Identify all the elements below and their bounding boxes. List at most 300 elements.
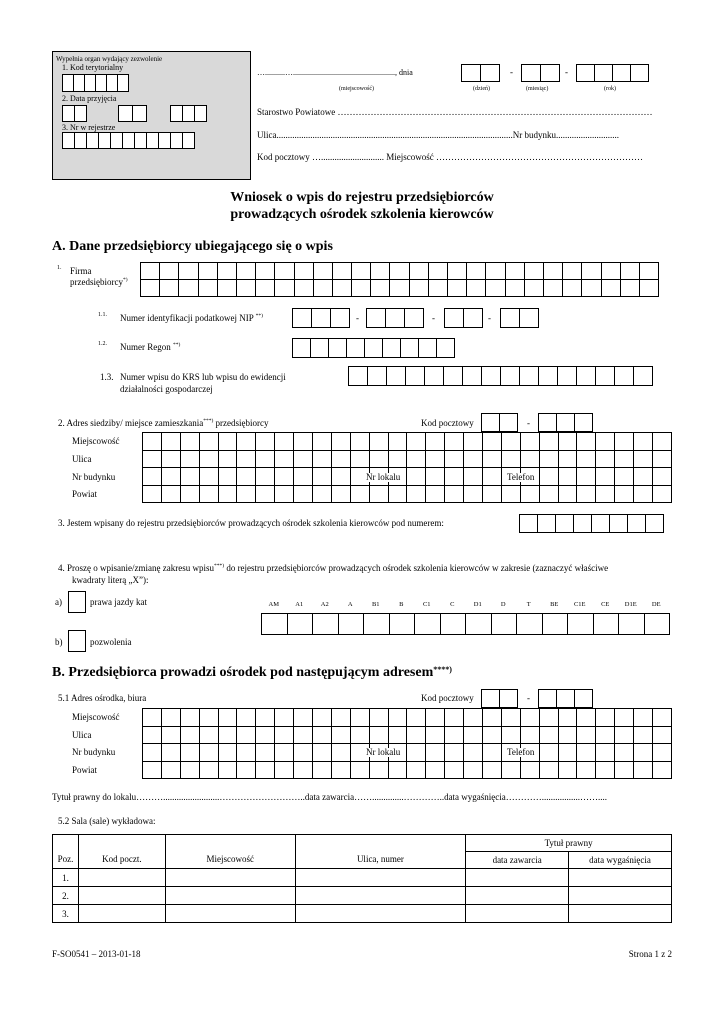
address-cell[interactable] [407, 761, 426, 779]
address-cell[interactable] [218, 726, 237, 744]
address-cell[interactable] [350, 709, 369, 727]
postal-city-field[interactable]: Kod pocztowy …............................ Miejscowość …………………………………………………………… [257, 152, 643, 162]
address-cell[interactable] [539, 726, 558, 744]
address-cell[interactable] [218, 433, 237, 451]
address-cell[interactable] [615, 433, 634, 451]
address-cell[interactable] [577, 761, 596, 779]
address-cell[interactable] [218, 485, 237, 503]
address-cell[interactable] [313, 468, 332, 486]
address-cell[interactable] [199, 468, 218, 486]
category-checkbox[interactable] [414, 613, 441, 635]
license-category-checkbox[interactable] [68, 591, 86, 613]
address-cell[interactable] [331, 761, 350, 779]
address-cell[interactable] [199, 709, 218, 727]
firm-name-cell[interactable] [275, 280, 294, 297]
address-cell[interactable] [256, 761, 275, 779]
address-cell[interactable] [275, 709, 294, 727]
address-cell[interactable] [331, 744, 350, 762]
firm-name-cell[interactable] [160, 263, 179, 280]
category-checkbox[interactable] [389, 613, 416, 635]
address-cell[interactable] [558, 709, 577, 727]
address-cell[interactable] [483, 433, 502, 451]
address-cell[interactable] [558, 468, 577, 486]
address-cell[interactable] [653, 761, 672, 779]
address-cell[interactable] [426, 468, 445, 486]
address-cell[interactable] [426, 761, 445, 779]
address-cell[interactable] [426, 744, 445, 762]
address-cell[interactable] [218, 468, 237, 486]
address-cell[interactable] [275, 726, 294, 744]
address-cell[interactable] [558, 761, 577, 779]
address-cell[interactable] [426, 726, 445, 744]
address-cell[interactable] [464, 468, 483, 486]
address-cell[interactable] [577, 726, 596, 744]
address-cell[interactable] [199, 485, 218, 503]
category-checkbox[interactable] [516, 613, 543, 635]
address-cell[interactable] [180, 450, 199, 468]
firm-name-cell[interactable] [294, 263, 313, 280]
address-cell[interactable] [199, 450, 218, 468]
category-checkbox[interactable] [363, 613, 390, 635]
address-cell[interactable] [237, 450, 256, 468]
month-cells[interactable] [521, 64, 560, 82]
address-cell[interactable] [539, 433, 558, 451]
address-cell[interactable] [634, 485, 653, 503]
address-cell[interactable] [331, 433, 350, 451]
table-row[interactable] [53, 887, 672, 905]
category-cells[interactable] [261, 613, 670, 635]
regon-cells[interactable] [292, 338, 455, 358]
street-field[interactable]: Ulica.........................................................................................................Nr budynku............................ [257, 130, 619, 140]
firm-name-cell[interactable] [524, 263, 543, 280]
address-cell[interactable] [596, 468, 615, 486]
category-checkbox[interactable] [644, 613, 671, 635]
firm-name-cell[interactable] [390, 280, 409, 297]
address-cell[interactable] [464, 709, 483, 727]
territorial-code-cells[interactable] [62, 74, 129, 92]
address-cell[interactable] [596, 433, 615, 451]
address-cell[interactable] [520, 450, 539, 468]
address-cell[interactable] [407, 709, 426, 727]
address-cell[interactable] [180, 761, 199, 779]
address-cell[interactable] [596, 450, 615, 468]
firm-name-cell[interactable] [198, 280, 217, 297]
address-cell[interactable] [407, 468, 426, 486]
address-cell[interactable] [161, 468, 180, 486]
address-b-grid[interactable] [142, 708, 672, 779]
firm-name-cell[interactable] [428, 280, 447, 297]
address-cell[interactable] [445, 726, 464, 744]
address-cell[interactable] [520, 761, 539, 779]
nip-cells-4[interactable] [500, 308, 539, 328]
address-cell[interactable] [464, 433, 483, 451]
firm-name-cell[interactable] [582, 280, 601, 297]
firm-name-cell[interactable] [141, 280, 160, 297]
address-cell[interactable] [407, 744, 426, 762]
firm-name-cell[interactable] [332, 280, 351, 297]
address-cell[interactable] [558, 450, 577, 468]
intake-date-month-cells[interactable] [118, 105, 147, 122]
firm-name-cell[interactable] [409, 263, 428, 280]
address-cell[interactable] [237, 433, 256, 451]
address-cell[interactable] [520, 726, 539, 744]
address-cell[interactable] [501, 709, 520, 727]
address-cell[interactable] [539, 468, 558, 486]
address-cell[interactable] [218, 450, 237, 468]
address-cell[interactable] [483, 450, 502, 468]
address-cell[interactable] [237, 726, 256, 744]
address-a-grid[interactable] [142, 432, 672, 503]
firm-name-cell[interactable] [563, 263, 582, 280]
address-cell[interactable] [275, 433, 294, 451]
category-checkbox[interactable] [440, 613, 467, 635]
address-cell[interactable] [294, 468, 313, 486]
address-cell[interactable] [388, 433, 407, 451]
nip-cells-1[interactable] [292, 308, 350, 328]
address-cell[interactable] [180, 485, 199, 503]
address-cell[interactable] [615, 485, 634, 503]
address-cell[interactable] [331, 485, 350, 503]
address-cell[interactable] [331, 450, 350, 468]
address-cell[interactable] [615, 709, 634, 727]
address-cell[interactable] [161, 450, 180, 468]
address-cell[interactable] [256, 433, 275, 451]
address-cell[interactable] [483, 485, 502, 503]
postal-code-a-cells-2[interactable] [538, 413, 593, 432]
address-cell[interactable] [350, 450, 369, 468]
address-cell[interactable] [143, 744, 162, 762]
address-cell[interactable] [634, 450, 653, 468]
category-checkbox[interactable] [465, 613, 492, 635]
firm-name-cell[interactable] [524, 280, 543, 297]
address-cell[interactable] [294, 450, 313, 468]
address-cell[interactable] [350, 485, 369, 503]
address-cell[interactable] [653, 726, 672, 744]
firm-name-cell[interactable] [198, 263, 217, 280]
address-cell[interactable] [161, 726, 180, 744]
firm-name-grid[interactable] [140, 262, 659, 297]
firm-name-cell[interactable] [141, 263, 160, 280]
address-cell[interactable] [501, 761, 520, 779]
address-cell[interactable] [369, 761, 388, 779]
address-cell[interactable] [653, 744, 672, 762]
address-cell[interactable] [615, 450, 634, 468]
firm-name-cell[interactable] [601, 263, 620, 280]
address-cell[interactable] [237, 761, 256, 779]
intake-date-day-cells[interactable] [62, 105, 87, 122]
address-cell[interactable] [615, 761, 634, 779]
legal-title-line[interactable]: Tytuł prawny do lokalu……….........................………………………..data zawarcia……..............…………..data wygaśnięcia………….................…….... [52, 792, 608, 802]
address-cell[interactable] [180, 468, 199, 486]
address-cell[interactable] [313, 761, 332, 779]
category-checkbox[interactable] [593, 613, 620, 635]
firm-name-cell[interactable] [601, 280, 620, 297]
postal-code-b-cells-1[interactable] [481, 689, 518, 708]
firm-name-cell[interactable] [179, 280, 198, 297]
address-cell[interactable] [634, 709, 653, 727]
address-cell[interactable] [237, 468, 256, 486]
address-cell[interactable] [520, 485, 539, 503]
address-cell[interactable] [653, 468, 672, 486]
firm-name-cell[interactable] [409, 280, 428, 297]
address-cell[interactable] [615, 726, 634, 744]
address-cell[interactable] [256, 709, 275, 727]
address-cell[interactable] [180, 726, 199, 744]
firm-name-cell[interactable] [294, 280, 313, 297]
address-cell[interactable] [161, 433, 180, 451]
firm-name-cell[interactable] [505, 280, 524, 297]
postal-code-b-cells-2[interactable] [538, 689, 593, 708]
address-cell[interactable] [426, 709, 445, 727]
firm-name-cell[interactable] [332, 263, 351, 280]
address-cell[interactable] [218, 709, 237, 727]
category-checkbox[interactable] [618, 613, 645, 635]
register-number-cells[interactable] [62, 132, 195, 149]
firm-name-cell[interactable] [582, 263, 601, 280]
firm-name-cell[interactable] [313, 280, 332, 297]
address-cell[interactable] [653, 433, 672, 451]
address-cell[interactable] [313, 485, 332, 503]
firm-name-cell[interactable] [620, 280, 639, 297]
registry-number-cells[interactable] [519, 514, 664, 533]
address-cell[interactable] [256, 485, 275, 503]
address-cell[interactable] [615, 468, 634, 486]
address-cell[interactable] [388, 485, 407, 503]
address-cell[interactable] [407, 726, 426, 744]
address-cell[interactable] [275, 485, 294, 503]
address-cell[interactable] [199, 761, 218, 779]
address-cell[interactable] [180, 744, 199, 762]
firm-name-cell[interactable] [256, 263, 275, 280]
address-cell[interactable] [237, 709, 256, 727]
address-cell[interactable] [350, 761, 369, 779]
intake-date-year-cells[interactable] [170, 105, 207, 122]
address-cell[interactable] [369, 485, 388, 503]
address-cell[interactable] [218, 761, 237, 779]
address-cell[interactable] [275, 450, 294, 468]
address-cell[interactable] [520, 709, 539, 727]
firm-name-cell[interactable] [428, 263, 447, 280]
address-cell[interactable] [634, 761, 653, 779]
address-cell[interactable] [294, 744, 313, 762]
address-cell[interactable] [256, 450, 275, 468]
address-cell[interactable] [294, 726, 313, 744]
firm-name-cell[interactable] [236, 280, 255, 297]
address-cell[interactable] [558, 485, 577, 503]
address-cell[interactable] [294, 761, 313, 779]
address-cell[interactable] [445, 433, 464, 451]
category-checkbox[interactable] [567, 613, 594, 635]
firm-name-cell[interactable] [160, 280, 179, 297]
category-checkbox[interactable] [261, 613, 288, 635]
firm-name-cell[interactable] [543, 263, 562, 280]
address-cell[interactable] [407, 450, 426, 468]
address-cell[interactable] [426, 485, 445, 503]
address-cell[interactable] [558, 433, 577, 451]
address-cell[interactable] [539, 485, 558, 503]
address-cell[interactable] [313, 450, 332, 468]
address-cell[interactable] [634, 726, 653, 744]
category-checkbox[interactable] [287, 613, 314, 635]
address-cell[interactable] [369, 709, 388, 727]
day-cells[interactable] [461, 64, 500, 82]
place-field[interactable]: …..........…..................................................., dnia [257, 68, 413, 77]
address-cell[interactable] [161, 744, 180, 762]
address-cell[interactable] [464, 450, 483, 468]
address-cell[interactable] [634, 468, 653, 486]
address-cell[interactable] [294, 433, 313, 451]
address-cell[interactable] [577, 709, 596, 727]
address-cell[interactable] [388, 726, 407, 744]
firm-name-cell[interactable] [639, 280, 658, 297]
category-checkbox[interactable] [491, 613, 518, 635]
address-cell[interactable] [445, 468, 464, 486]
firm-name-cell[interactable] [448, 280, 467, 297]
address-cell[interactable] [501, 485, 520, 503]
category-checkbox[interactable] [338, 613, 365, 635]
nip-cells-3[interactable] [444, 308, 483, 328]
address-cell[interactable] [539, 744, 558, 762]
address-cell[interactable] [558, 726, 577, 744]
address-cell[interactable] [445, 450, 464, 468]
address-cell[interactable] [539, 450, 558, 468]
address-cell[interactable] [199, 726, 218, 744]
address-cell[interactable] [501, 433, 520, 451]
address-cell[interactable] [199, 744, 218, 762]
address-cell[interactable] [369, 450, 388, 468]
address-cell[interactable] [161, 709, 180, 727]
address-cell[interactable] [313, 433, 332, 451]
address-cell[interactable] [653, 709, 672, 727]
address-cell[interactable] [237, 485, 256, 503]
table-row[interactable] [53, 869, 672, 887]
nip-cells-2[interactable] [366, 308, 424, 328]
firm-name-cell[interactable] [352, 263, 371, 280]
starostwo-field[interactable]: Starostwo Powiatowe …………………………………………………………………………………………… [257, 107, 653, 117]
address-cell[interactable] [596, 726, 615, 744]
address-cell[interactable] [350, 433, 369, 451]
firm-name-cell[interactable] [563, 280, 582, 297]
address-cell[interactable] [256, 744, 275, 762]
krs-cells[interactable] [348, 366, 653, 386]
address-cell[interactable] [483, 468, 502, 486]
firm-name-cell[interactable] [371, 263, 390, 280]
address-cell[interactable] [256, 726, 275, 744]
address-cell[interactable] [143, 709, 162, 727]
address-cell[interactable] [577, 450, 596, 468]
firm-name-cell[interactable] [448, 263, 467, 280]
firm-name-cell[interactable] [371, 280, 390, 297]
address-cell[interactable] [369, 726, 388, 744]
address-cell[interactable] [237, 744, 256, 762]
address-cell[interactable] [143, 468, 162, 486]
address-cell[interactable] [653, 485, 672, 503]
address-cell[interactable] [426, 450, 445, 468]
address-cell[interactable] [407, 485, 426, 503]
address-cell[interactable] [143, 450, 162, 468]
address-cell[interactable] [180, 433, 199, 451]
address-cell[interactable] [501, 450, 520, 468]
firm-name-cell[interactable] [256, 280, 275, 297]
address-cell[interactable] [143, 433, 162, 451]
address-cell[interactable] [483, 761, 502, 779]
table-row[interactable] [53, 905, 672, 923]
address-cell[interactable] [464, 761, 483, 779]
firm-name-cell[interactable] [275, 263, 294, 280]
address-cell[interactable] [369, 433, 388, 451]
address-cell[interactable] [615, 744, 634, 762]
firm-name-cell[interactable] [390, 263, 409, 280]
address-cell[interactable] [445, 709, 464, 727]
firm-name-cell[interactable] [217, 280, 236, 297]
address-cell[interactable] [388, 709, 407, 727]
address-cell[interactable] [407, 433, 426, 451]
address-cell[interactable] [577, 744, 596, 762]
address-cell[interactable] [596, 485, 615, 503]
address-cell[interactable] [577, 433, 596, 451]
address-cell[interactable] [464, 726, 483, 744]
address-cell[interactable] [275, 468, 294, 486]
firm-name-cell[interactable] [217, 263, 236, 280]
firm-name-cell[interactable] [486, 263, 505, 280]
address-cell[interactable] [161, 761, 180, 779]
address-cell[interactable] [577, 485, 596, 503]
firm-name-cell[interactable] [620, 263, 639, 280]
firm-name-cell[interactable] [639, 263, 658, 280]
firm-name-cell[interactable] [505, 263, 524, 280]
address-cell[interactable] [388, 450, 407, 468]
address-cell[interactable] [199, 433, 218, 451]
address-cell[interactable] [539, 761, 558, 779]
firm-name-cell[interactable] [179, 263, 198, 280]
year-cells[interactable] [576, 64, 649, 82]
address-cell[interactable] [558, 744, 577, 762]
address-cell[interactable] [653, 450, 672, 468]
category-checkbox[interactable] [312, 613, 339, 635]
address-cell[interactable] [426, 433, 445, 451]
address-cell[interactable] [464, 485, 483, 503]
postal-code-a-cells-1[interactable] [481, 413, 518, 432]
address-cell[interactable] [634, 744, 653, 762]
address-cell[interactable] [143, 761, 162, 779]
address-cell[interactable] [483, 744, 502, 762]
address-cell[interactable] [577, 468, 596, 486]
address-cell[interactable] [464, 744, 483, 762]
category-checkbox[interactable] [542, 613, 569, 635]
address-cell[interactable] [331, 709, 350, 727]
firm-name-cell[interactable] [352, 280, 371, 297]
firm-name-cell[interactable] [236, 263, 255, 280]
firm-name-cell[interactable] [486, 280, 505, 297]
address-cell[interactable] [256, 468, 275, 486]
address-cell[interactable] [445, 761, 464, 779]
address-cell[interactable] [634, 433, 653, 451]
address-cell[interactable] [596, 709, 615, 727]
firm-name-cell[interactable] [467, 280, 486, 297]
address-cell[interactable] [313, 726, 332, 744]
firm-name-cell[interactable] [313, 263, 332, 280]
address-cell[interactable] [388, 761, 407, 779]
address-cell[interactable] [350, 726, 369, 744]
firm-name-cell[interactable] [543, 280, 562, 297]
address-cell[interactable] [331, 726, 350, 744]
address-cell[interactable] [483, 709, 502, 727]
address-cell[interactable] [143, 726, 162, 744]
address-cell[interactable] [501, 726, 520, 744]
address-cell[interactable] [161, 485, 180, 503]
address-cell[interactable] [218, 744, 237, 762]
permit-checkbox[interactable] [68, 630, 86, 652]
